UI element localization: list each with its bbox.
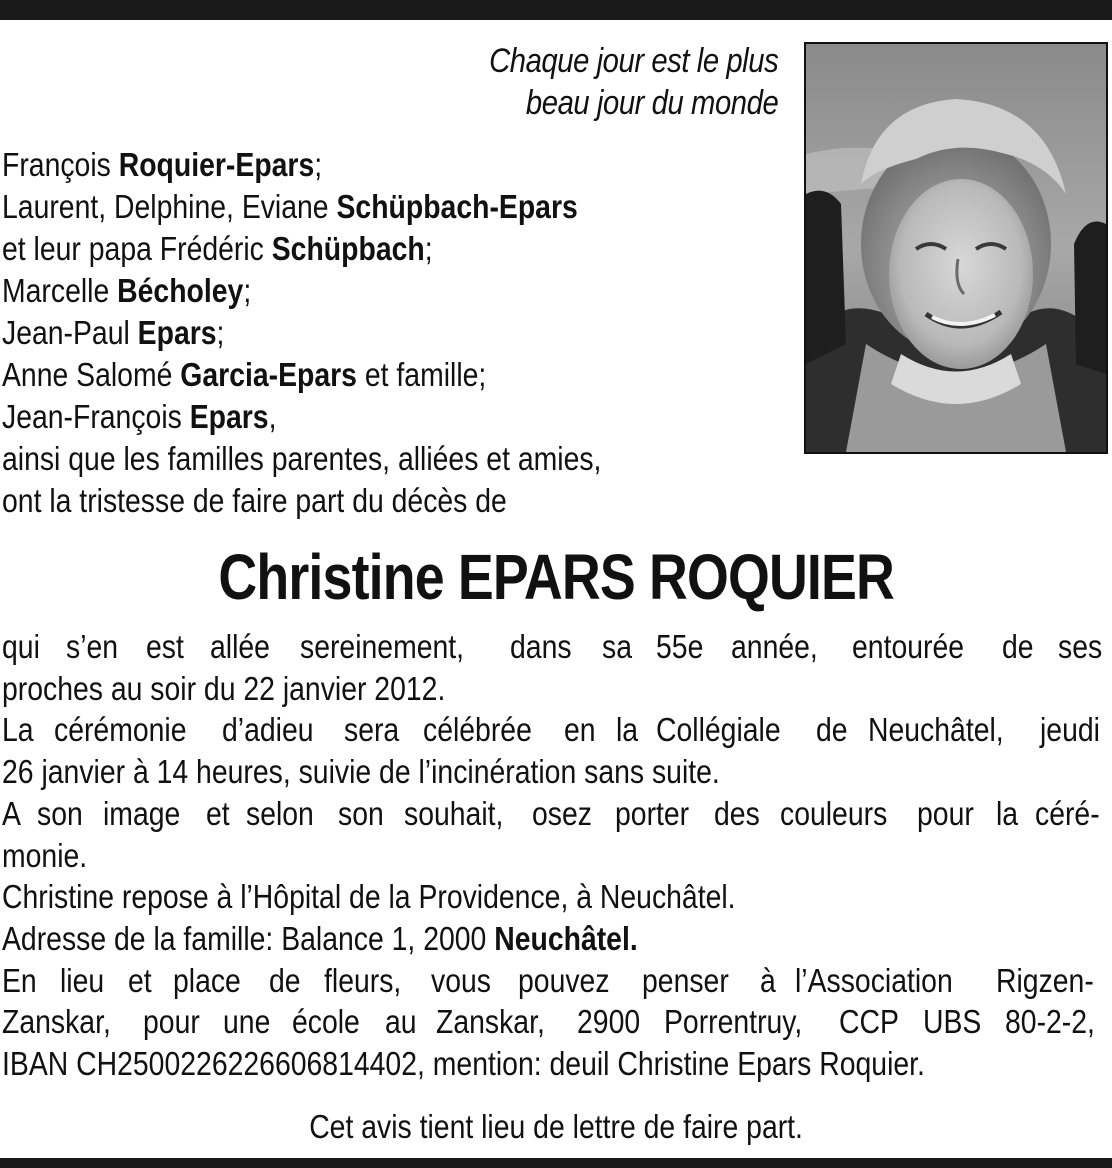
top-rule [0,0,1112,20]
body-word: Zanskar, [2,1003,111,1041]
body-word: La [2,711,34,749]
body-word: et [128,961,153,999]
family-text: , [268,398,277,435]
family-text: et leur papa Frédéric [2,230,272,267]
notice-body [2,626,1110,1085]
family-line-6 [2,354,681,396]
family-text: Anne Salomé [2,356,181,393]
body-word: de [816,711,848,749]
family-surname: Bécholey [117,272,244,309]
body-word: et [205,794,230,832]
body-word: pouvez [517,961,610,999]
body-word: la [615,711,638,749]
body-word: d’adieu [222,711,314,749]
deceased-name-heading [0,542,1112,612]
body-line [2,918,955,960]
family-line-1 [2,144,681,186]
body-word: porter [614,794,689,832]
body-word: A [2,794,21,832]
body-word: sereinement, [299,628,464,665]
body-line [2,960,1110,1002]
body-word: au [385,1003,417,1041]
body-word: Collégiale [656,711,781,749]
body-word: Porrentruy, [664,1003,803,1041]
body-word: vous [430,961,491,999]
family-announcement [2,144,681,522]
body-word: son [36,794,83,832]
family-text: ; [243,272,252,309]
body-word: selon [245,794,314,832]
family-line-2 [2,186,681,228]
motto-quote [489,40,778,124]
body-word: sera [343,711,399,749]
family-line-3 [2,228,681,270]
body-word: qui [2,628,40,665]
family-surname: Schüpbach-Epars [336,188,578,225]
body-word: de [1001,628,1034,665]
body-word: la [996,794,1019,832]
body-word: UBS [923,1003,982,1041]
family-text: et famille; [356,356,487,393]
address-text: Adresse de la famille: Balance 1, 2000 [2,919,495,957]
body-word: souhait, [403,794,504,832]
body-word: école [292,1003,361,1041]
address-city: Neuchâtel. [494,919,638,957]
body-word: place [173,961,242,999]
family-surname: Epars [189,398,269,435]
body-word: sa [601,628,632,665]
family-line-7 [2,396,681,438]
motto-line-2: beau jour du monde [525,84,778,122]
bottom-rule [0,1158,1112,1168]
body-word: célébrée [422,711,532,749]
portrait-illustration [806,44,1106,452]
body-line: Christine repose à l’Hôpital de la Providence, à Neuchâtel. [2,878,736,916]
body-word: s’en [65,628,118,665]
body-word: ses [1058,628,1103,665]
family-text: François [2,146,119,183]
family-line-8: ainsi que les familles parentes, alliées et amies, [2,440,602,477]
body-word: penser [641,961,729,999]
body-word: 55e [656,628,704,665]
body-line [2,626,1110,668]
family-text: ; [314,146,323,183]
body-word: fleurs, [323,961,401,999]
family-text: Marcelle [2,272,118,309]
body-word: image [102,794,181,832]
body-line [2,793,1110,835]
body-line: proches au soir du 22 janvier 2012. [2,669,446,707]
body-word: lieu [59,961,104,999]
deceased-name: Christine EPARS ROQUIER [218,541,894,613]
body-word: dans [510,628,572,665]
closing-note [0,1106,1112,1148]
body-word: cérémonie [53,711,187,749]
body-word: des [713,794,760,832]
body-line [2,709,1110,751]
body-word: une [222,1003,271,1041]
body-word: pour [142,1003,200,1041]
body-line [2,1001,1110,1043]
body-word: osez [532,794,593,832]
body-word: est [146,628,185,665]
body-line: monie. [2,836,88,874]
family-text: Laurent, Delphine, Eviane [2,188,337,225]
family-text: ; [424,230,433,267]
body-word: Neuchâtel, [867,711,1004,749]
family-text: Jean-Paul [2,314,138,351]
body-word: l’Association [795,961,954,999]
family-surname: Schüpbach [271,230,425,267]
family-line-4 [2,270,681,312]
body-word: CCP [839,1003,900,1041]
motto-line-1: Chaque jour est le plus [488,42,778,80]
body-word: jeudi [1040,711,1101,749]
family-surname: Epars [137,314,217,351]
body-word: 2900 [576,1003,641,1041]
body-word: Zanskar, [436,1003,545,1041]
body-word: de [269,961,302,999]
family-text: ; [216,314,225,351]
body-word: allée [210,628,271,665]
family-surname: Garcia-Epars [180,356,357,393]
body-word: en [564,711,596,749]
body-word: à [759,961,776,999]
body-word: Rigzen- [996,961,1095,999]
portrait-photo [804,42,1108,454]
body-word: pour [917,794,975,832]
body-line: 26 janvier à 14 heures, suivie de l’incinération sans suite. [2,753,720,791]
body-word: En [2,961,37,999]
family-surname: Roquier-Epars [118,146,315,183]
body-line: IBAN CH2500226226606814402, mention: deuil Christine Epars Roquier. [2,1045,925,1083]
body-word: céré- [1034,794,1100,832]
family-line-9: ont la tristesse de faire part du décès de [2,482,507,519]
family-text: Jean-François [2,398,190,435]
body-word: année, [731,628,818,665]
body-word: couleurs [779,794,888,832]
body-word: entourée [851,628,964,665]
family-line-5 [2,312,681,354]
closing-text: Cet avis tient lieu de lettre de faire part. [309,1108,803,1145]
body-word: 80-2-2, [1005,1003,1096,1041]
body-word: son [337,794,384,832]
